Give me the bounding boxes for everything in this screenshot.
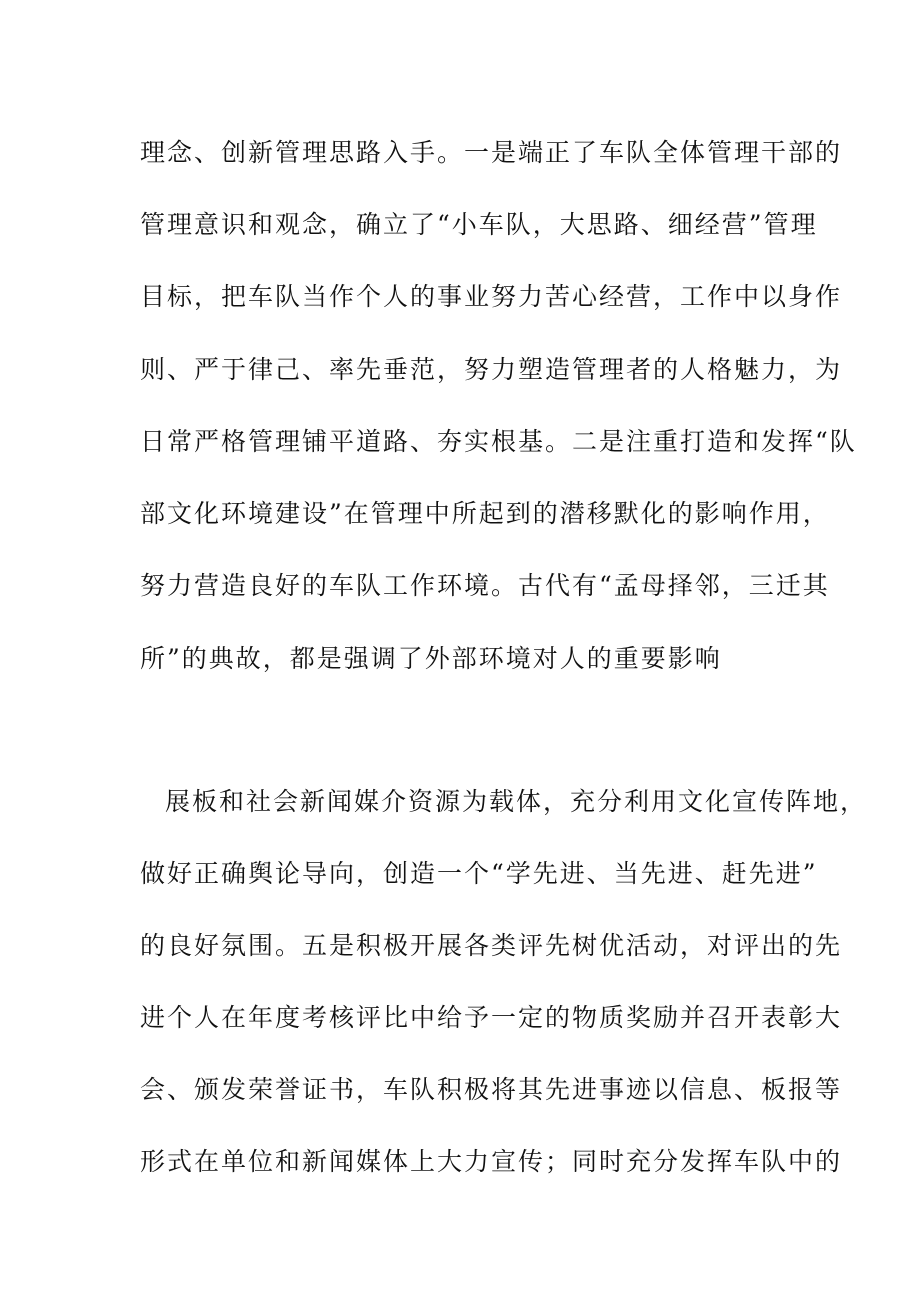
text-line: 则、严于律己、率先垂范，努力塑造管理者的人格魅力，为 — [140, 355, 843, 384]
text-line: 日常严格管理铺平道路、夯实根基。二是注重打造和发挥“队 — [140, 427, 857, 456]
text-line: 目标，把车队当作个人的事业努力苦心经营，工作中以身作 — [140, 282, 843, 311]
text-line: 形式在单位和新闻媒体上大力宣传；同时充分发挥车队中的 — [140, 1147, 843, 1176]
text-line: 会、颁发荣誉证书，车队积极将其先进事迹以信息、板报等 — [140, 1075, 843, 1104]
text-line: 展板和社会新闻媒介资源为载体，充分利用文化宣传阵地， — [165, 787, 868, 816]
text-line: 管理意识和观念，确立了“小车队，大思路、细经营”管理 — [140, 210, 818, 239]
text-line: 进个人在年度考核评比中给予一定的物质奖励并召开表彰大 — [140, 1003, 843, 1032]
text-line: 理念、创新管理思路入手。一是端正了车队全体管理干部的 — [140, 138, 843, 167]
text-line: 做好正确舆论导向，创造一个“学先进、当先进、赶先进” — [140, 859, 818, 888]
text-line: 所”的典故，都是强调了外部环境对人的重要影响 — [140, 644, 722, 673]
text-line: 努力营造良好的车队工作环境。古代有“孟母择邻，三迁其 — [140, 571, 830, 600]
text-line: 部文化环境建设”在管理中所起到的潜移默化的影响作用， — [140, 499, 830, 528]
text-line: 的良好氛围。五是积极开展各类评先树优活动，对评出的先 — [140, 931, 843, 960]
